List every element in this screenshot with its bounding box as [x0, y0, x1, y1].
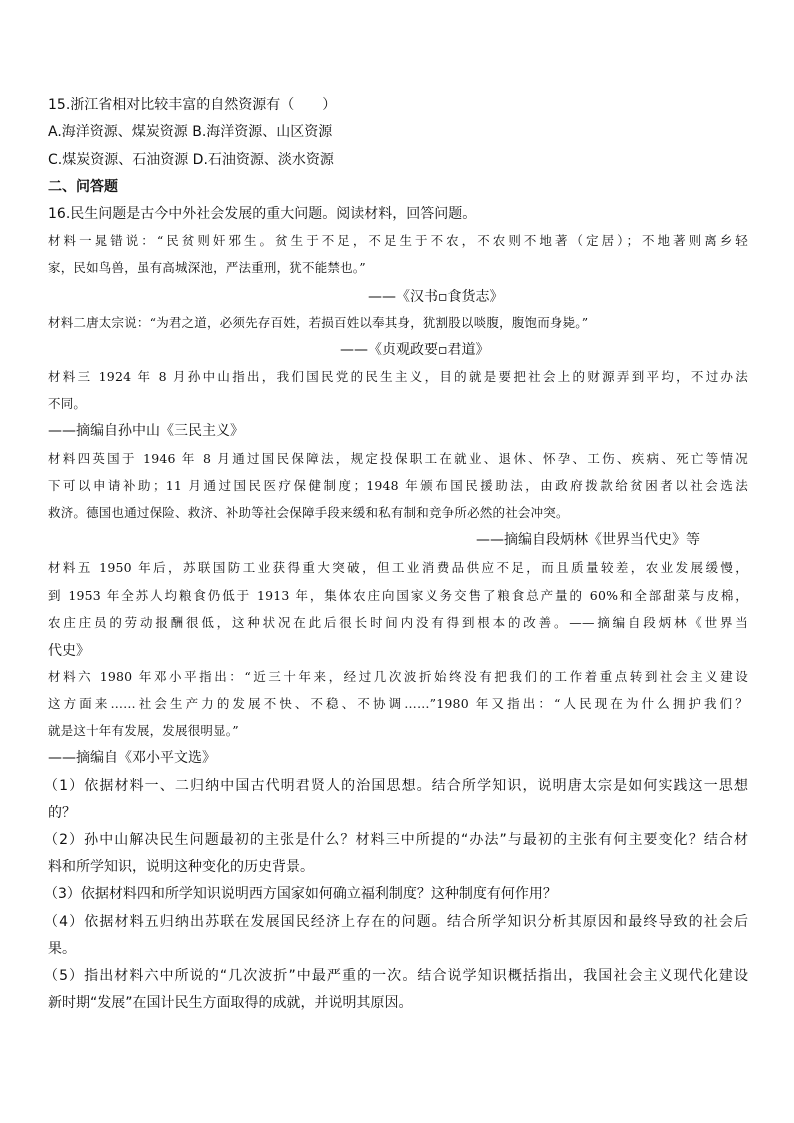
material-3-line-1: 材料三 1924 年 8 月孙中山指出，我们国民党的民生主义，目的就是要把社会上的财源弄到平均，不过办法: [48, 369, 748, 384]
sub-question-5-line-2: 新时期“发展”在国计民生方面取得的成就，并说明其原因。: [48, 995, 413, 1011]
material-5-line-1: 材料五 1950 年后，苏联国防工业获得重大突破，但工业消费品供应不足，而且质量较差，农业发展缓慢，: [48, 560, 748, 575]
sub-question-3: （3）依据材料四和所学知识说明西方国家如何确立福利制度？这种制度有何作用？: [44, 886, 557, 902]
material-4-line-3: 救济。德国也通过保险、救济、补助等社会保障手段来缓和私有制和竞争所必然的社会冲突。: [48, 505, 569, 520]
material-4-source: ——摘编自段炳林《世界当代史》等: [476, 532, 700, 548]
material-5-line-3: 农庄庄员的劳动报酬很低，这种状况在此后很长时间内没有得到根本的改善。——摘编自段炳林《世界当: [48, 615, 748, 630]
question-15-options-ab: A.海洋资源、煤炭资源 B.海洋资源、山区资源: [48, 124, 333, 140]
material-1-source: ——《汉书▫食货志》: [368, 289, 504, 305]
question-15-stem: 15.浙江省相对比较丰富的自然资源有（ ）: [48, 97, 337, 113]
sub-question-4-line-2: 果。: [48, 941, 76, 957]
sub-question-1-line-1: （1）依据材料一、二归纳中国古代明君贤人的治国思想。结合所学知识，说明唐太宗是如何实践这一思想: [44, 778, 748, 794]
sub-question-5-line-1: （5）指出材料六中所说的“几次波折”中最严重的一次。结合说学知识概括指出，我国社会主义现代化建设: [44, 968, 748, 984]
question-15-options-cd: C.煤炭资源、石油资源 D.石油资源、淡水资源: [48, 152, 334, 168]
material-3-line-2: 不同。: [48, 396, 87, 411]
material-6-source: ——摘编自《邓小平文选》: [48, 750, 216, 766]
material-3-source: ——摘编自孙中山《三民主义》: [48, 423, 244, 439]
sub-question-2-line-1: （2）孙中山解决民生问题最初的主张是什么？材料三中所提的“办法”与最初的主张有何主要变化？结合材: [44, 832, 748, 848]
material-4-line-1: 材料四英国于 1946 年 8 月通过国民保障法，规定投保职工在就业、退休、怀孕、工伤、疾病、死亡等情况: [48, 451, 748, 466]
material-6-line-1: 材料六 1980 年邓小平指出：“近三十年来，经过几次波折始终没有把我们的工作着重点转到社会主义建设: [48, 669, 748, 684]
material-6-line-2: 这方面来……社会生产力的发展不快、不稳、不协调……”1980 年又指出：“人民现在为什么拥护我们？: [48, 696, 748, 711]
material-2-line-1: 材料二唐太宗说：“为君之道，必须先存百姓，若损百姓以奉其身，犹割股以啖腹，腹饱而身毙。”: [48, 315, 589, 330]
material-6-line-3: 就是这十年有发展，发展很明显。”: [48, 723, 239, 738]
material-5-line-4: 代史》: [48, 643, 90, 659]
sub-question-4-line-1: （4）依据材料五归纳出苏联在发展国民经济上存在的问题。结合所学知识分析其原因和最终导致的社会后: [44, 914, 748, 930]
question-16-stem: 16.民生问题是古今中外社会发展的重大问题。阅读材料，回答问题。: [48, 206, 477, 222]
sub-question-2-line-2: 料和所学知识，说明这种变化的历史背景。: [48, 859, 314, 875]
material-5-line-2: 到 1953 年全苏人均粮食仍低于 1913 年，集体农庄向国家义务交售了粮食总产量的 60%和全部甜菜与皮棉，: [48, 588, 748, 603]
material-4-line-2: 下可以申请补助；11 月通过国民医疗保健制度；1948 年颁布国民援助法，由政府拨款给贫困者以社会选法: [48, 478, 748, 493]
material-2-source: ——《贞观政要▫君道》: [340, 342, 490, 358]
material-1-line-2: 家，民如鸟兽，虽有高城深池，严法重刑，犹不能禁也。”: [48, 260, 366, 275]
section-heading: 二、问答题: [48, 179, 118, 195]
sub-question-1-line-2: 的？: [48, 805, 76, 821]
material-1-line-1: 材料一晁错说：“民贫则奸邪生。贫生于不足，不足生于不农，不农则不地著（定居）；不地著则离乡轻: [48, 233, 748, 248]
